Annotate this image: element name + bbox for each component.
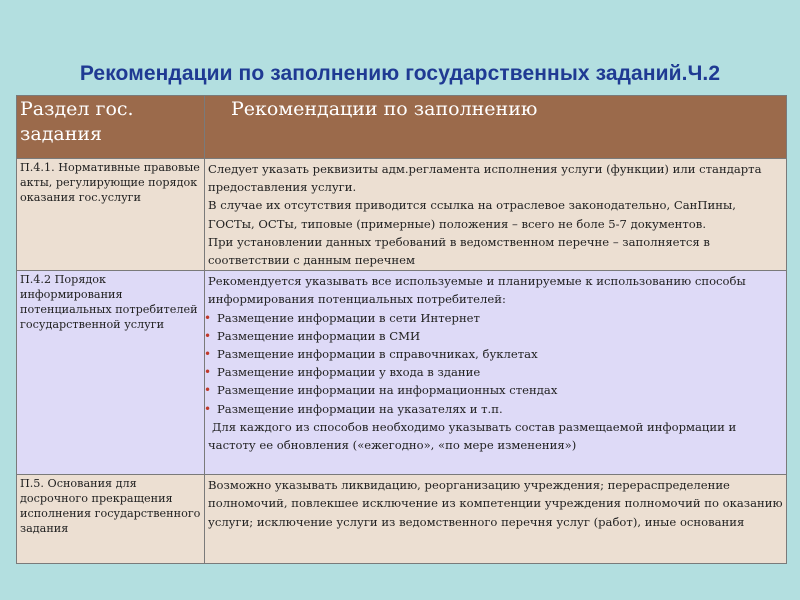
recommendation-cell xyxy=(205,475,787,564)
recommendation-outro: Для каждого из способов необходимо указывать состав размещаемой информации и частоту ее обновления («ежегодно», «по мере изменения») xyxy=(208,419,737,453)
list-item xyxy=(204,400,783,418)
recommendations-table xyxy=(16,95,787,564)
list-item xyxy=(204,363,783,381)
list-item-text: Размещение информации в СМИ xyxy=(217,328,421,343)
recommendation-paragraph: При установлении данных требований в ведомственном перечне – заполняется в соответствии с данным перечнем xyxy=(208,234,710,268)
page-title: Рекомендации по заполнению государственных заданий.Ч.2 xyxy=(79,62,721,85)
list-item-text: Размещение информации на информационных стендах xyxy=(217,383,558,398)
table-row xyxy=(17,271,787,475)
bullet-icon: • xyxy=(204,328,212,343)
list-item-text: Размещение информации на указателях и т.п. xyxy=(217,401,503,416)
recommendation-cell xyxy=(205,159,787,271)
bullet-icon: • xyxy=(204,365,212,380)
section-cell: П.4.1. Нормативные правовые акты, регулирующие порядок оказания гос.услуги xyxy=(17,159,205,271)
table-row xyxy=(17,159,787,271)
list-item-text: Размещение информации у входа в здание xyxy=(217,365,481,380)
recommendation-paragraph: Следует указать реквизиты адм.регламента исполнения услуги (функции) или стандарта предоставления услуги. xyxy=(208,162,762,195)
section-cell: П.4.2 Порядок информирования потенциальных потребителей государственной услуги xyxy=(17,271,205,475)
section-cell: П.5. Основания для досрочного прекращения исполнения государственного задания xyxy=(17,475,205,564)
table-row xyxy=(17,475,787,564)
list-item-text: Размещение информации в сети Интернет xyxy=(217,310,480,325)
bullet-icon: • xyxy=(204,383,212,398)
list-item xyxy=(204,381,783,399)
recommendation-paragraph: В случае их отсутствия приводится ссылка на отраслевое законодательно, СанПины, ГОСТы, ОСТы, типовые (примерные) положения – всего не боле 5-7 документов. xyxy=(208,198,736,231)
recommendation-paragraph: Возможно указывать ликвидацию, реорганизацию учреждения; перераспределение полномочий, повлекшее исключение из компетенции учреждения полномочий по оказанию услуги; исключение услуги из ведомственного перечня услуг (работ), иные основания xyxy=(208,478,783,529)
list-item-text: Размещение информации в справочниках, буклетах xyxy=(217,347,538,362)
list-item xyxy=(204,345,783,363)
column-header-recommendations: Рекомендации по заполнению xyxy=(205,96,787,159)
recommendation-cell xyxy=(205,271,787,475)
column-header-section: Раздел гос. задания xyxy=(17,96,205,159)
table-header-row xyxy=(17,96,787,159)
bullet-icon: • xyxy=(204,401,212,416)
bullet-icon: • xyxy=(204,310,212,325)
recommendation-intro: Рекомендуется указывать все используемые и планируемые к использованию способы информирования потенциальных потребителей: xyxy=(208,274,746,307)
bullet-icon: • xyxy=(204,347,212,362)
list-item xyxy=(204,309,783,327)
list-item xyxy=(204,327,783,345)
